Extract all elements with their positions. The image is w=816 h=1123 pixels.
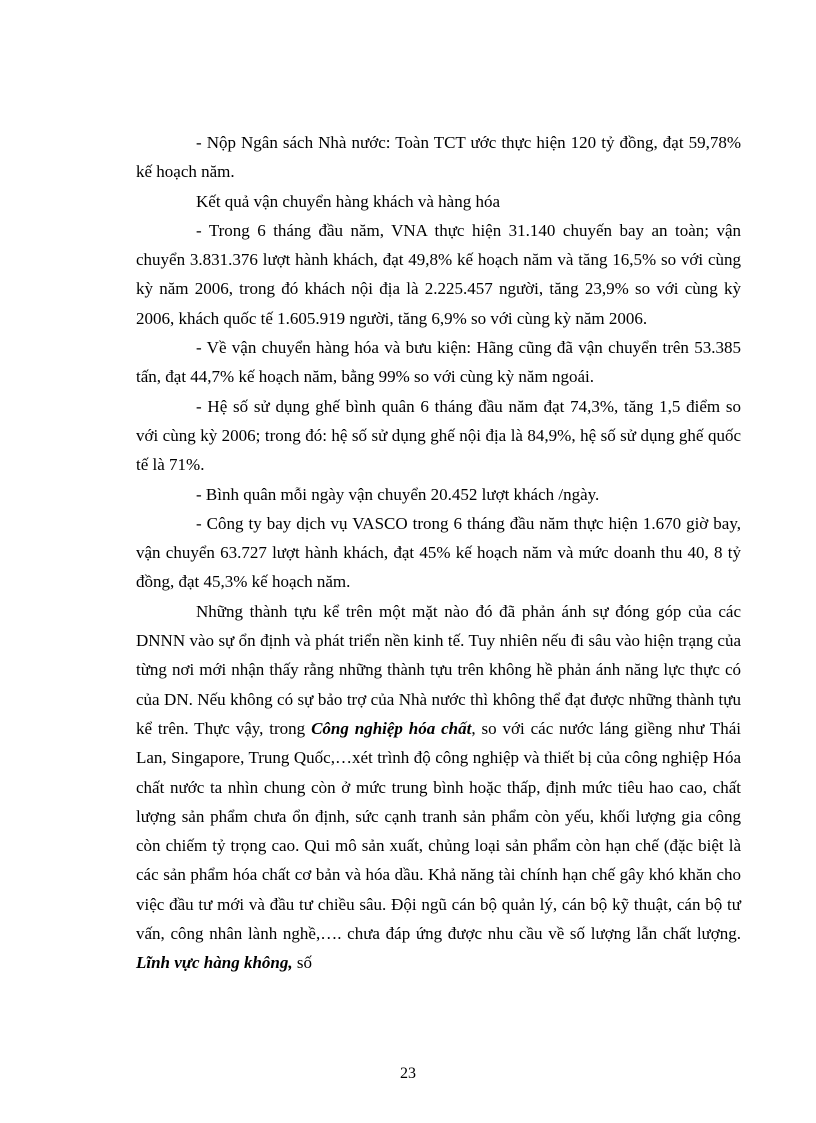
paragraph-seat-factor: - Hệ số sử dụng ghế bình quân 6 tháng đầu năm đạt 74,3%, tăng 1,5 điểm so với cùng kỳ 2006; trong đó: hệ số sử dụng ghế nội địa là 84,9%, hệ số sử dụng ghế quốc tế là 71%. — [136, 396, 741, 475]
section-heading: Kết quả vận chuyển hàng khách và hàng hóa — [196, 191, 500, 211]
achievements-text-3: số — [292, 953, 312, 973]
body-text — [136, 128, 741, 978]
emphasis-aviation: Lĩnh vực hàng không, — [136, 953, 293, 973]
paragraph-budget: - Nộp Ngân sách Nhà nước: Toàn TCT ước thực hiện 120 tỷ đồng, đạt 59,78% kế hoạch năm. — [136, 133, 741, 182]
paragraph-vna-flights: - Trong 6 tháng đầu năm, VNA thực hiện 31.140 chuyến bay an toàn; vận chuyển 3.831.376 lượt hành khách, đạt 49,8% kế hoạch năm và tăng 16,5% so với cùng kỳ năm 2006, trong đó khách nội địa là 2.225.457 người, tăng 23,9% so với cùng kỳ 2006, khách quốc tế 1.605.919 người, tăng 6,9% so với cùng kỳ năm 2006. — [136, 220, 741, 328]
paragraph-daily-average: - Bình quân mỗi ngày vận chuyển 20.452 lượt khách /ngày. — [196, 484, 600, 504]
achievements-text-2: , so với các nước láng giềng như Thái Lan, Singapore, Trung Quốc,…xét trình độ công nghiệp và thiết bị của công nghiệp Hóa chất nước ta nhìn chung còn ở mức trung bình hoặc thấp, định mức tiêu hao cao, chất lượng sản phẩm chưa ổn định, sức cạnh tranh sản phẩm còn yếu, khối lượng gia công còn chiếm tỷ trọng cao. Qui mô sản xuất, chủng loại sản phẩm còn hạn chế (đặc biệt là các sản phẩm hóa chất cơ bản và hóa dầu. Khả năng tài chính hạn chế gây khó khăn cho việc đầu tư mới và đầu tư chiều sâu. Đội ngũ cán bộ quản lý, cán bộ kỹ thuật, cán bộ tư vấn, công nhân lành nghề,…. chưa đáp ứng được nhu cầu về số lượng lẫn chất lượng. — [136, 718, 742, 944]
achievements-text-1: Những thành tựu kể trên một mặt nào đó đã phản ánh sự đóng góp của các DNNN vào sự ổn định và phát triển nền kinh tế. Tuy nhiên nếu đi sâu vào hiện trạng của từng nơi mới nhận thấy rằng những thành tựu trên không hề phản ánh năng lực thực có của DN. Nếu không có sự bảo trợ của Nhà nước thì không thể đạt được những thành tựu kể trên. Thực vậy, trong — [136, 601, 741, 738]
paragraph-cargo: - Về vận chuyển hàng hóa và bưu kiện: Hãng cũng đã vận chuyển trên 53.385 tấn, đạt 44,7% kế hoạch năm, bằng 99% so với cùng kỳ năm ngoái. — [136, 338, 741, 387]
paragraph-vasco: - Công ty bay dịch vụ VASCO trong 6 tháng đầu năm thực hiện 1.670 giờ bay, vận chuyển 63.727 lượt hành khách, đạt 45% kế hoạch năm và mức doanh thu 40, 8 tỷ đồng, đạt 45,3% kế hoạch năm. — [136, 513, 741, 592]
paragraph-achievements — [136, 597, 741, 978]
emphasis-chemical-industry: Công nghiệp hóa chất — [311, 718, 472, 738]
page-number: 23 — [400, 1065, 416, 1082]
